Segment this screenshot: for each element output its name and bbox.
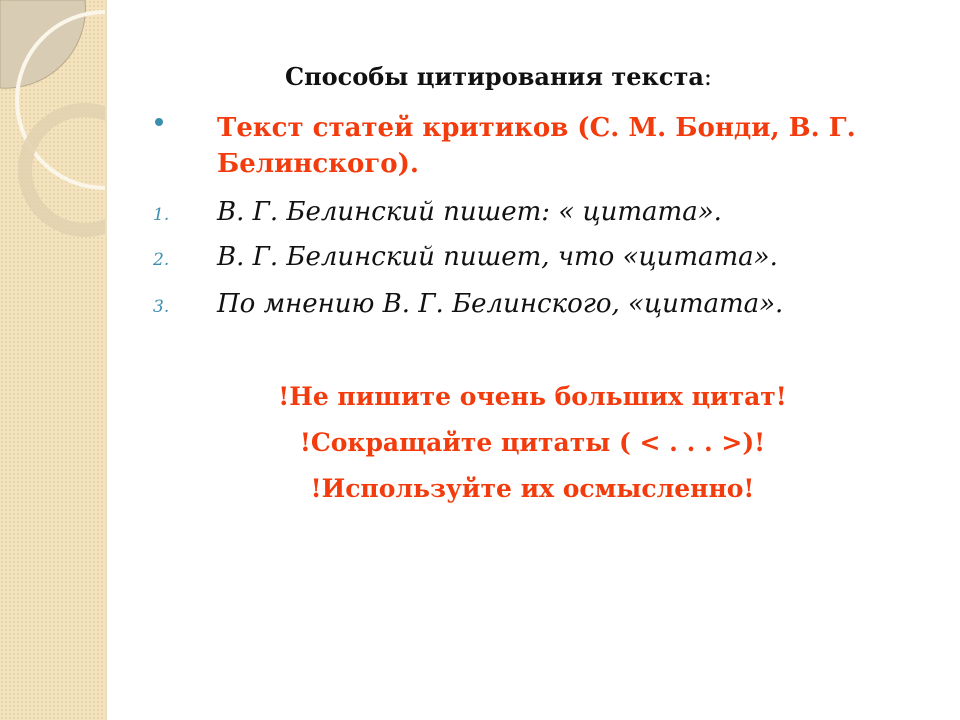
slide-title: Способы цитирования текста:	[285, 62, 712, 91]
heading-bullet: Текст статей критиков (С. М. Бонди, В. Г. Белинского).	[217, 113, 856, 179]
decorative-circles	[0, 0, 105, 720]
list-item: В. Г. Белинский пишет, что «цитата».	[217, 242, 778, 272]
list-number: 1.	[153, 205, 170, 225]
list-number: 2.	[153, 250, 170, 270]
list-number: 3.	[153, 297, 170, 317]
list-item: В. Г. Белинский пишет: « цитата».	[217, 197, 722, 227]
decorative-sidebar	[0, 0, 107, 720]
warning-line: !Сокращайте цитаты ( < . . . >)!	[299, 428, 766, 457]
list-item: По мнению В. Г. Белинского, «цитата».	[217, 289, 784, 319]
warning-line: !Не пишите очень больших цитат!	[278, 382, 787, 411]
warning-line: !Используйте их осмысленно!	[310, 474, 755, 503]
bullet-icon	[155, 118, 163, 126]
